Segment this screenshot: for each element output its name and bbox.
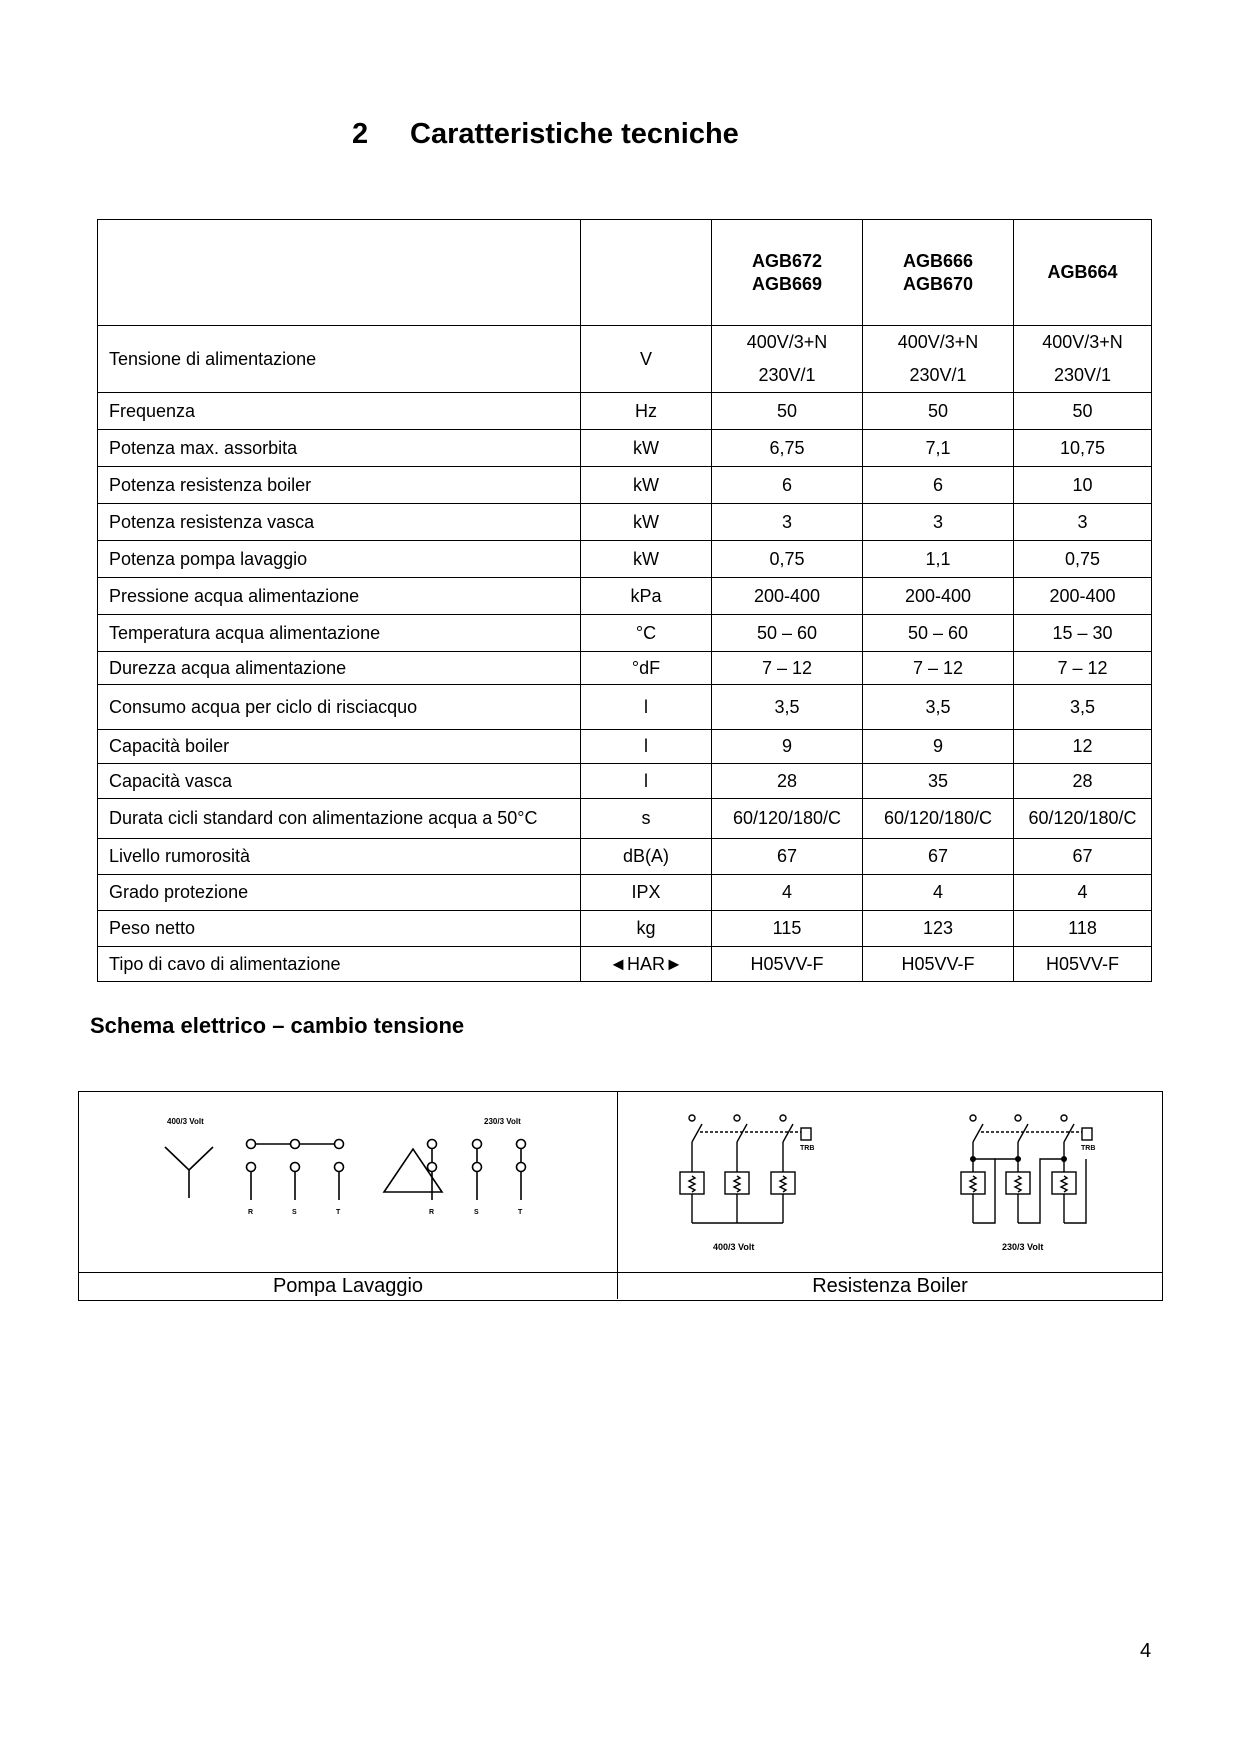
spec-value: 50 – 60 [712,615,863,652]
table-row [98,467,1152,504]
spec-value: 28 [1014,764,1152,799]
spec-value: 3,5 [712,685,863,730]
spec-value: 60/120/180/C [863,799,1014,839]
model-name: AGB670 [902,273,974,294]
model-header-cell [1014,220,1152,326]
spec-value: 10,75 [1014,430,1152,467]
table-row [98,541,1152,578]
boiler-trb-400: TRB [800,1145,815,1152]
spec-value: 0,75 [712,541,863,578]
spec-unit: l [581,685,712,730]
spec-value: 67 [863,839,1014,875]
spec-label: Capacità boiler [98,730,581,764]
table-row [98,430,1152,467]
spec-unit: kg [581,911,712,947]
spec-value: 67 [712,839,863,875]
boiler-star-circuit [680,1115,811,1223]
spec-value: H05VV-F [863,947,1014,982]
spec-unit: V [581,326,712,393]
spec-value: 4 [863,875,1014,911]
section-number: 2 [352,118,369,150]
star-connection-symbol [165,1147,213,1198]
spec-value: 0,75 [1014,541,1152,578]
spec-unit: °C [581,615,712,652]
boiler-wiring-diagram [618,1092,1162,1272]
table-row [98,839,1152,875]
pump-label-400: 400/3 Volt [167,1117,204,1126]
spec-value: 7 – 12 [1014,652,1152,685]
model-header-cell [863,220,1014,326]
spec-label: Durezza acqua alimentazione [98,652,581,685]
spec-unit: Hz [581,393,712,430]
table-row [98,799,1152,839]
spec-unit: kW [581,467,712,504]
spec-value: 4 [712,875,863,911]
spec-value: 3,5 [863,685,1014,730]
wiring-diagram-box [78,1091,1163,1301]
model-header-cell [712,220,863,326]
spec-value-line: 400V/3+N [746,332,828,352]
spec-unit: kPa [581,578,712,615]
spec-value: 3 [863,504,1014,541]
spec-unit: dB(A) [581,839,712,875]
spec-label: Capacità vasca [98,764,581,799]
spec-label: Livello rumorosità [98,839,581,875]
spec-value: 1,1 [863,541,1014,578]
spec-value: H05VV-F [1014,947,1152,982]
table-row [98,875,1152,911]
spec-label: Frequenza [98,393,581,430]
spec-value [1014,326,1152,393]
table-row [98,504,1152,541]
spec-value: 200-400 [863,578,1014,615]
diagram-divider [617,1092,618,1299]
spec-label: Tensione di alimentazione [98,326,581,393]
spec-label: Temperatura acqua alimentazione [98,615,581,652]
spec-value: 123 [863,911,1014,947]
model-name: AGB669 [751,273,823,294]
spec-value: H05VV-F [712,947,863,982]
spec-value: 200-400 [712,578,863,615]
spec-label: Peso netto [98,911,581,947]
pump-caption: Pompa Lavaggio [272,1275,424,1297]
table-header-row [98,220,1152,326]
spec-unit: s [581,799,712,839]
section-title: Caratteristiche tecniche [410,118,739,150]
spec-value: 6 [863,467,1014,504]
spec-unit: °dF [581,652,712,685]
pump-label-230: 230/3 Volt [484,1117,521,1126]
boiler-delta-circuit [961,1115,1092,1223]
spec-label: Tipo di cavo di alimentazione [98,947,581,982]
spec-label: Potenza pompa lavaggio [98,541,581,578]
spec-value: 200-400 [1014,578,1152,615]
table-row [98,947,1152,982]
table-row [98,685,1152,730]
spec-label: Potenza resistenza vasca [98,504,581,541]
pump-terminal-r-delta: R [429,1209,435,1216]
spec-value: 3 [1014,504,1152,541]
table-row [98,652,1152,685]
spec-value: 6,75 [712,430,863,467]
spec-value: 3 [712,504,863,541]
spec-unit: l [581,764,712,799]
pump-terminal-t-star: T [336,1209,341,1216]
header-empty-label-cell [98,220,581,326]
spec-unit: kW [581,504,712,541]
spec-value: 50 [863,393,1014,430]
spec-label: Pressione acqua alimentazione [98,578,581,615]
spec-label: Potenza max. assorbita [98,430,581,467]
section-heading [352,118,739,151]
model-name: AGB672 [751,250,823,271]
spec-value: 60/120/180/C [1014,799,1152,839]
pump-terminal-t-delta: T [518,1209,523,1216]
model-name: AGB664 [1047,262,1118,282]
spec-label: Consumo acqua per ciclo di risciacquo [98,685,581,730]
spec-label: Grado protezione [98,875,581,911]
spec-value: 50 [712,393,863,430]
spec-value: 15 – 30 [1014,615,1152,652]
spec-unit: kW [581,541,712,578]
table-row [98,730,1152,764]
star-terminal-block [247,1140,344,1201]
spec-value: 7,1 [863,430,1014,467]
spec-value-line: 230V/1 [909,365,967,385]
table-row [98,615,1152,652]
spec-unit: IPX [581,875,712,911]
table-row [98,578,1152,615]
spec-value-line: 400V/3+N [1042,332,1123,352]
spec-value: 50 [1014,393,1152,430]
pump-wiring-diagram [79,1092,617,1272]
spec-value: 4 [1014,875,1152,911]
spec-unit: ◄HAR► [581,947,712,982]
pump-terminal-s-delta: S [474,1209,479,1216]
wiring-diagram-title: Schema elettrico – cambio tensione [90,1013,465,1038]
boiler-label-400: 400/3 Volt [713,1242,755,1252]
spec-value: 115 [712,911,863,947]
spec-value: 7 – 12 [863,652,1014,685]
spec-value: 6 [712,467,863,504]
spec-unit: l [581,730,712,764]
spec-value: 67 [1014,839,1152,875]
spec-value: 9 [712,730,863,764]
boiler-label-230: 230/3 Volt [1002,1242,1044,1252]
specifications-table [97,219,1152,982]
spec-value: 35 [863,764,1014,799]
spec-label: Potenza resistenza boiler [98,467,581,504]
spec-value-line: 230V/1 [758,365,816,385]
table-row [98,911,1152,947]
pump-terminal-s-star: S [292,1209,297,1216]
spec-unit: kW [581,430,712,467]
spec-value: 50 – 60 [863,615,1014,652]
spec-value-line: 230V/1 [1053,365,1112,385]
spec-value: 3,5 [1014,685,1152,730]
boiler-caption: Resistenza Boiler [812,1275,968,1297]
pump-terminal-r-star: R [248,1209,254,1216]
spec-value: 118 [1014,911,1152,947]
spec-value: 60/120/180/C [712,799,863,839]
spec-value-line: 400V/3+N [897,332,979,352]
spec-label: Durata cicli standard con alimentazione acqua a 50°C [98,799,581,839]
table-row [98,764,1152,799]
model-name: AGB666 [902,250,974,271]
spec-value: 10 [1014,467,1152,504]
table-row [98,326,1152,393]
spec-value: 9 [863,730,1014,764]
spec-value [863,326,1014,393]
page-number: 4 [1140,1640,1152,1662]
spec-value: 28 [712,764,863,799]
table-row [98,393,1152,430]
spec-value [712,326,863,393]
boiler-trb-230: TRB [1081,1145,1096,1152]
spec-value: 7 – 12 [712,652,863,685]
spec-value: 12 [1014,730,1152,764]
header-empty-unit-cell [581,220,712,326]
